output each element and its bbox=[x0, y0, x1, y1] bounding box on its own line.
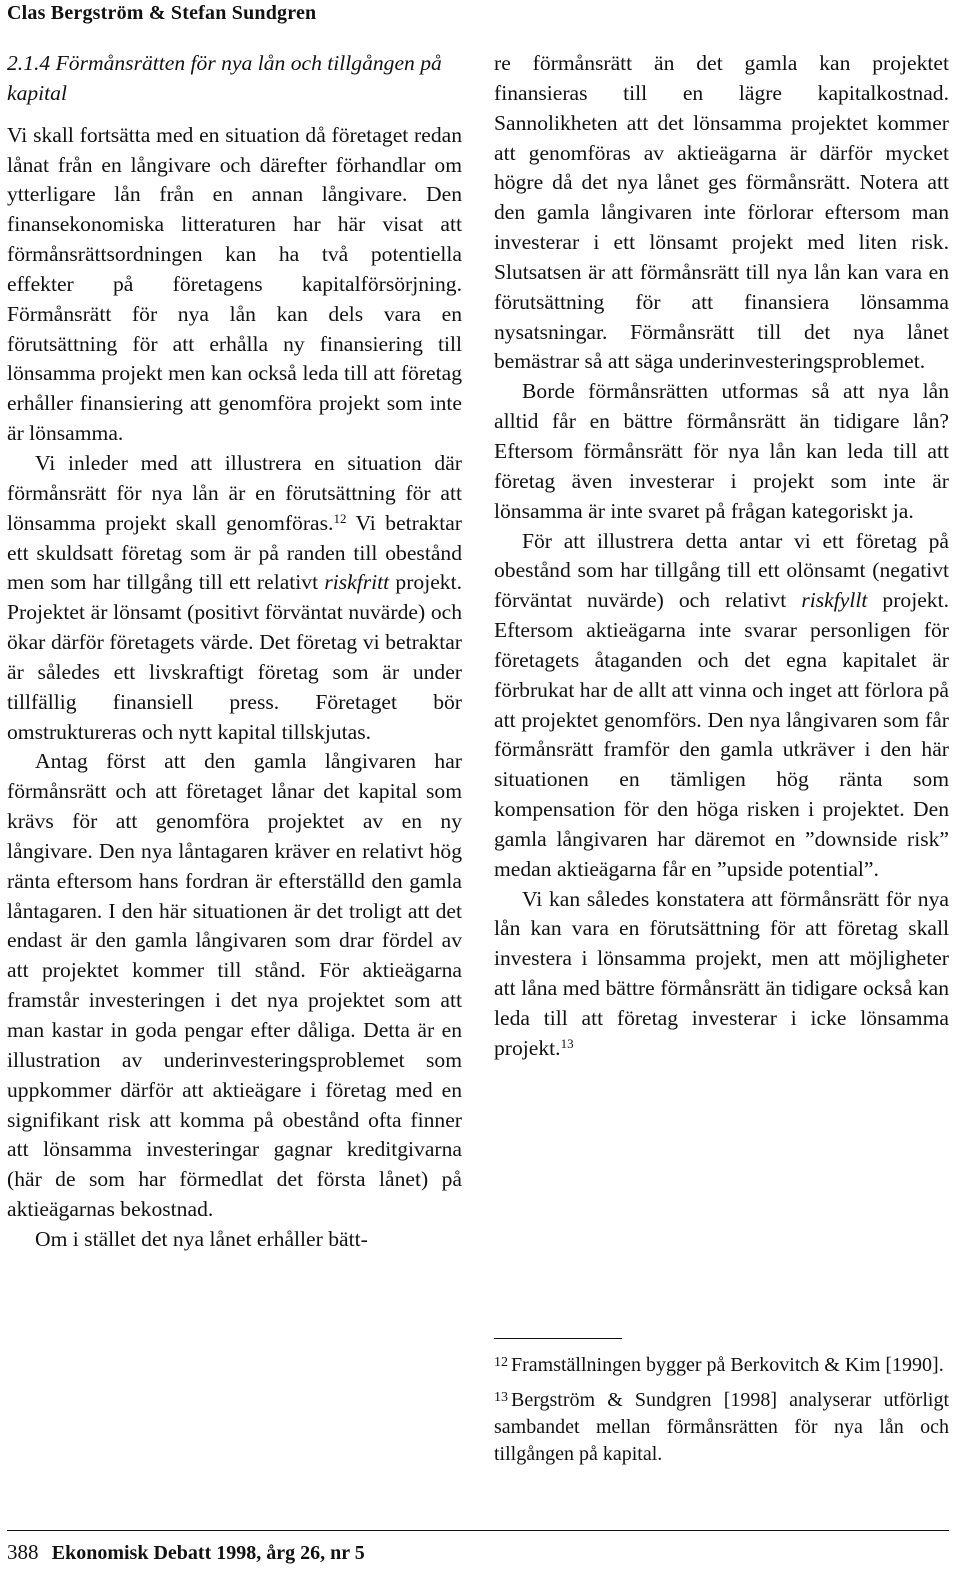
footnote-13 bbox=[494, 1387, 949, 1468]
running-head-authors: Clas Bergström & Stefan Sundgren bbox=[7, 2, 317, 24]
paragraph-continuation: re förmånsrätt än det gamla kan projektet finansieras till en lägre kapitalkostnad. Sannolikheten att det lönsamma projektet kommer att genomföras av aktieägarna är därför mycket högre då det nya lånet ges förmånsrätt. Notera att den gamla långivaren inte förlorar eftersom man investerar i ett lönsamt projekt med liten risk. Slutsatsen är att förmånsrätt till nya lån kan vara en förutsättning för att finansiera lönsamma nysatsningar. Förmånsrätt till det nya lånet bemästrar så att säga underinvesteringsproblemet. bbox=[494, 51, 949, 374]
paragraph-continued: Om i stället det nya lånet erhåller bätt- bbox=[35, 1226, 368, 1251]
paragraph-conclusion-text: Vi kan således konstatera att förmånsrätt för nya lån kan vara en förutsättning för att företag skall investera i lönsamma projekt, men att möjligheter att låna med bättre förmånsrätt än tidigare också kan leda till att företag investerar i icke lönsamma projekt. bbox=[494, 886, 949, 1060]
left-column bbox=[7, 49, 462, 1255]
paragraph-illustration-text-b: Vi betraktar ett skuldsatt företag som är på randen till obestånd men som har tillgång till ett relativt bbox=[7, 510, 462, 595]
paragraph-illustration bbox=[7, 449, 462, 747]
footnote-number: 13 bbox=[494, 1390, 508, 1405]
right-column bbox=[494, 49, 949, 1064]
footnote-text: Bergström & Sundgren [1998] analyserar utförligt sambandet mellan förmånsrätten för nya lån och tillgången på kapital. bbox=[494, 1389, 949, 1465]
paragraph-overinvestment bbox=[494, 527, 949, 885]
section-heading: 2.1.4 Förmånsrätten för nya lån och tillgången på kapital bbox=[7, 51, 442, 105]
paragraph-illustration-text-a: Vi inleder med att illustrera en situation där förmånsrätt för nya lån är en förutsättning för att lönsamma projekt skall genomföras. bbox=[7, 450, 462, 535]
page-number: 388 bbox=[7, 1540, 39, 1564]
footnotes bbox=[494, 1352, 949, 1476]
paragraph-conclusion bbox=[494, 885, 949, 1064]
footnote-12 bbox=[494, 1352, 949, 1379]
paragraph-overinvestment-text-b: projekt. Eftersom aktieägarna inte svarar personligen för företagets åtaganden och det egna kapitalet är förbrukat har de allt att vinna och inget att förlora på att projektet genomförs. Den nya långivaren som får förmånsrätt framför den gamla utkräver i den här situationen en tämligen hög ränta som kompensation för den höga risken i projektet. Den gamla långivaren har däremot en ”downside risk” medan aktieägarna får en ”upside potential”. bbox=[494, 588, 949, 881]
footnote-divider bbox=[494, 1338, 622, 1339]
paragraph-illustration-text-c: projekt. Projektet är lönsamt (positivt förväntat nuvärde) och ökar därför företagets värde. Det företag vi betraktar är således ett livskraftigt företag som är under tillfällig finansiell press. Företaget bör omstruktureras och nytt kapital tillskjutas. bbox=[7, 570, 462, 744]
footnote-number: 12 bbox=[494, 1355, 508, 1370]
italic-term-riskfritt: riskfritt bbox=[324, 570, 390, 595]
paragraph-question: Borde förmånsrätten utformas så att nya lån alltid får en bättre förmånsrätt än tidigare lån? Eftersom förmånsrätt för nya lån kan leda till att företag även investerar i projekt som inte är lönsamma är inte svaret på frågan kategoriskt ja. bbox=[494, 379, 949, 523]
paragraph-intro: Vi skall fortsätta med en situation då företaget redan lånat från en långivare och därefter förhandlar om ytterligare lån från en annan långivare. Den finansekonomiska litteraturen har här visat att förmånsrättsordningen kan ha två potentiella effekter på företagens kapitalförsörjning. Förmånsrätt för nya lån kan dels vara en förutsättning för att erhålla ny finansiering till lönsamma projekt men kan också leda till att företag erhåller finansiering att genomföra projekt som inte är lönsamma. bbox=[7, 122, 462, 446]
footer-divider bbox=[7, 1530, 949, 1531]
paragraph-underinvestment: Antag först att den gamla långivaren har förmånsrätt och att företaget lånar det kapital som krävs för att genomföra projektet av en ny långivare. Den nya låntagaren kräver en relativt hög ränta eftersom hans fordran är efterställd den gamla låntagaren. I den här situationen är det troligt att det endast är den gamla långivaren som drar fördel av att projektet kommer till stånd. För aktieägarna framstår investeringen i det nya projektet som att man kastar in goda pengar efter dåliga. Detta är en illustration av underinvesteringsproblemet som uppkommer därför att aktieägare i företag med en signifikant risk att komma på obestånd ofta finner att lönsamma investeringar gagnar kreditgivarna (här de som har förmedlat det första lånet) på aktieägarnas bekostnad. bbox=[7, 749, 462, 1222]
page-footer bbox=[7, 1540, 365, 1565]
footnote-ref-12[interactable]: 12 bbox=[333, 510, 347, 526]
journal-citation: Ekonomisk Debatt 1998, årg 26, nr 5 bbox=[51, 1542, 365, 1564]
italic-term-riskfyllt: riskfyllt bbox=[801, 588, 868, 613]
footnote-text: Framställningen bygger på Berkovitch & Kim [1990]. bbox=[511, 1354, 944, 1376]
footnote-ref-13[interactable]: 13 bbox=[560, 1035, 574, 1051]
paragraph-overinvestment-text-a: För att illustrera detta antar vi ett företag på obestånd som har tillgång till ett olönsamt (negativt förväntat nuvärde) och relativt bbox=[494, 528, 949, 613]
